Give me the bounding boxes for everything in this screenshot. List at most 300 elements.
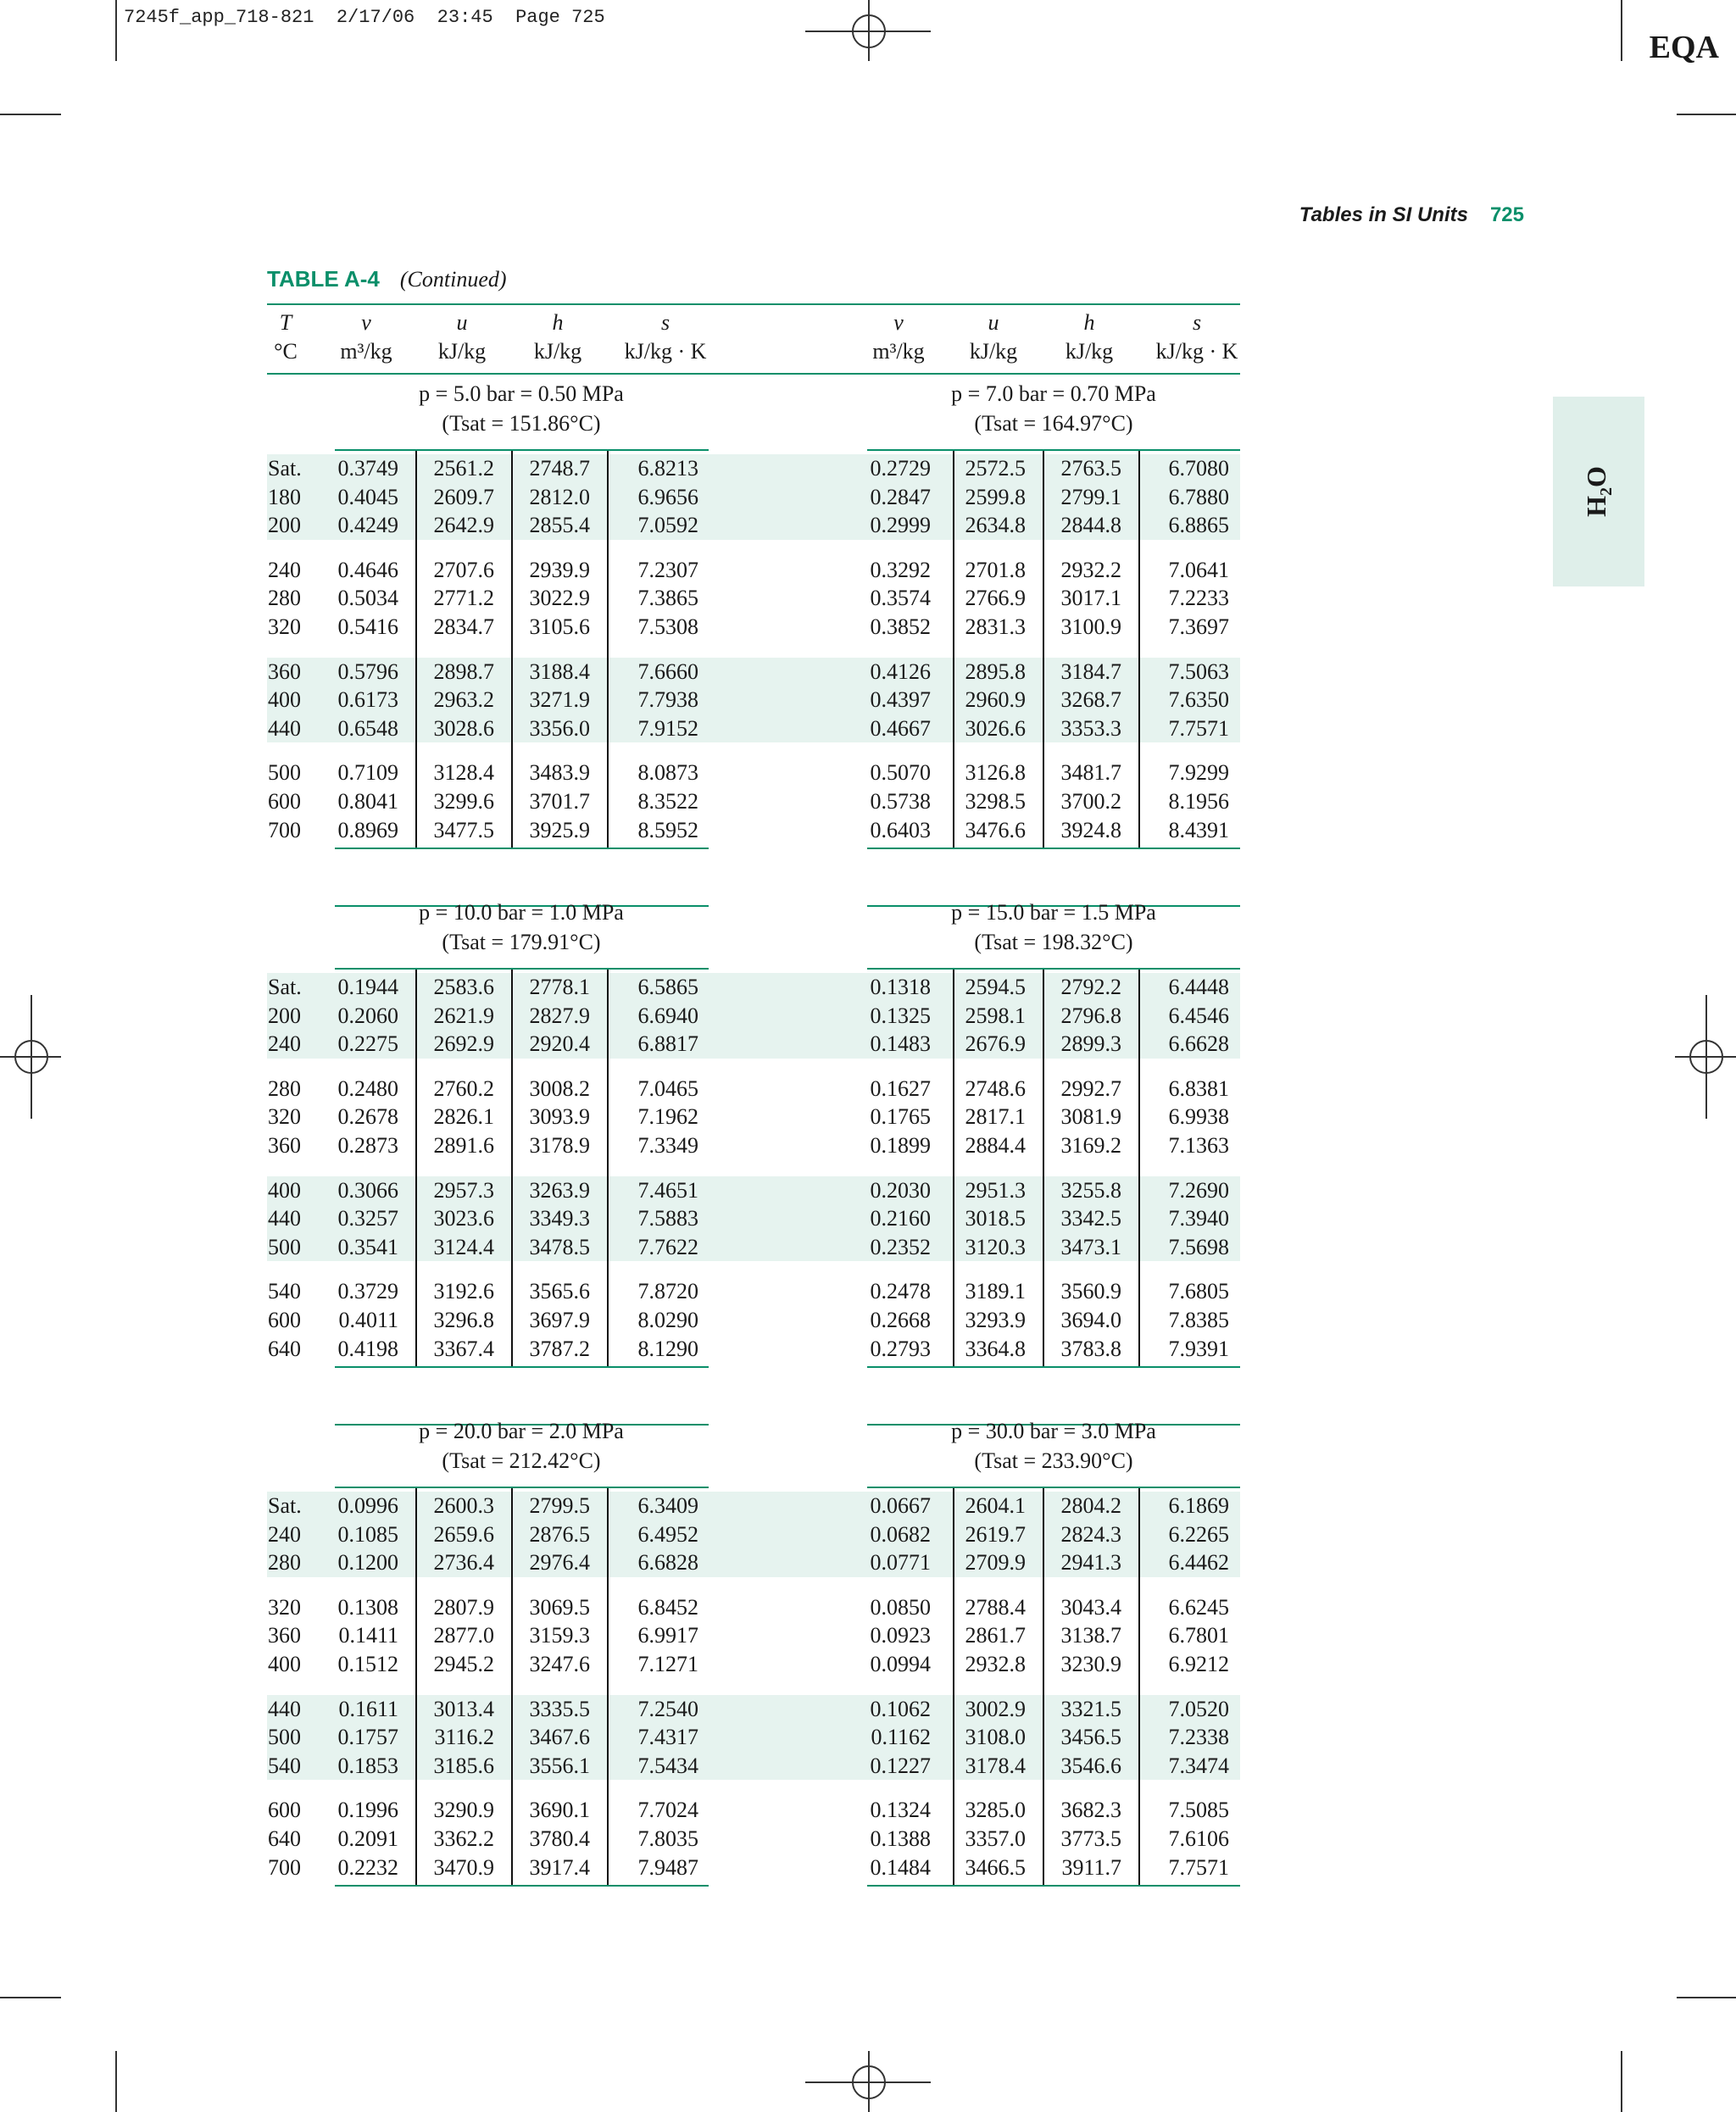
right-u-value: 2951.3	[965, 1177, 1026, 1203]
right-h-value: 3560.9	[1060, 1279, 1121, 1304]
right-v-value: 0.4126	[870, 659, 931, 684]
right-s-value: 7.8385	[1168, 1308, 1229, 1332]
row-temperature: 200	[268, 513, 301, 538]
right-h-value: 2932.2	[1060, 557, 1121, 582]
left-h-value: 3105.6	[529, 614, 590, 639]
right-s-value: 6.8865	[1168, 513, 1229, 538]
left-u-value: 2826.1	[433, 1104, 494, 1130]
right-u-value: 3298.5	[965, 789, 1026, 814]
left-h-value: 2778.1	[529, 975, 590, 999]
right-u-value: 3189.1	[965, 1279, 1026, 1304]
left-h-value: 3247.6	[529, 1652, 590, 1676]
left-h-value: 3159.3	[529, 1623, 590, 1648]
pressure-caption-right	[871, 381, 1236, 441]
right-v-value: 0.0771	[870, 1550, 931, 1576]
left-v-value: 0.4198	[337, 1336, 398, 1361]
left-h-value: 3356.0	[529, 715, 590, 741]
right-u-value: 2817.1	[965, 1104, 1026, 1130]
left-h-value: 3467.6	[529, 1725, 590, 1750]
left-s-value: 7.0465	[637, 1075, 698, 1101]
header-h: h	[1083, 310, 1095, 335]
right-s-value: 7.5085	[1168, 1798, 1229, 1823]
running-head-title: Tables in SI Units	[1299, 203, 1468, 226]
left-s-value: 7.1271	[637, 1652, 698, 1676]
left-h-value: 2799.5	[529, 1493, 590, 1518]
header-s-unit: kJ/kg · K	[624, 339, 707, 364]
left-v-value: 0.6548	[337, 715, 398, 741]
caption-bottom-rule	[867, 1487, 1240, 1488]
header-s-unit: kJ/kg · K	[1155, 339, 1238, 364]
right-v-value: 0.0667	[870, 1493, 931, 1518]
right-s-value: 7.2338	[1168, 1725, 1229, 1750]
column-divider	[1043, 451, 1044, 848]
left-u-value: 3028.6	[433, 715, 494, 741]
left-h-value: 2920.4	[529, 1031, 590, 1057]
left-v-value: 0.7109	[337, 760, 398, 786]
right-u-value: 3108.0	[965, 1725, 1026, 1750]
row-temperature: 700	[268, 1854, 301, 1880]
right-h-value: 3911.7	[1061, 1854, 1121, 1880]
right-v-value: 0.1227	[870, 1753, 931, 1778]
left-v-value: 0.1757	[337, 1725, 398, 1750]
crop-mark	[1621, 0, 1622, 61]
right-h-value: 3342.5	[1060, 1206, 1121, 1231]
right-s-value: 7.6350	[1168, 687, 1229, 713]
right-u-value: 3126.8	[965, 760, 1026, 786]
right-h-value: 3321.5	[1060, 1696, 1121, 1721]
left-v-value: 0.1411	[338, 1623, 398, 1648]
pressure-right: p = 15.0 bar = 1.5 MPa	[951, 900, 1156, 925]
left-v-value: 0.1085	[337, 1521, 398, 1547]
crop-mark	[0, 1997, 61, 1998]
left-v-value: 0.5034	[337, 586, 398, 611]
left-v-value: 0.3257	[337, 1206, 398, 1231]
left-s-value: 6.9656	[637, 484, 698, 509]
row-temperature: 600	[268, 789, 301, 814]
right-h-value: 3682.3	[1060, 1798, 1121, 1823]
column-divider	[1043, 970, 1044, 1366]
left-v-value: 0.3749	[337, 456, 398, 481]
block-bottom-rule	[335, 1885, 709, 1887]
right-h-value: 2844.8	[1060, 513, 1121, 538]
left-u-value: 2621.9	[433, 1003, 494, 1028]
right-v-value: 0.1318	[870, 975, 931, 999]
caption-bottom-rule	[867, 968, 1240, 970]
left-h-value: 3565.6	[529, 1279, 590, 1304]
left-s-value: 7.5308	[637, 614, 698, 639]
row-temperature: 280	[268, 1550, 301, 1576]
left-h-value: 3093.9	[529, 1104, 590, 1130]
left-v-value: 0.1996	[337, 1798, 398, 1823]
right-v-value: 0.1324	[870, 1798, 931, 1823]
left-v-value: 0.1200	[337, 1550, 398, 1576]
right-v-value: 0.1627	[870, 1075, 931, 1101]
left-u-value: 2877.0	[433, 1623, 494, 1648]
header-v-unit: m³/kg	[340, 339, 392, 364]
left-h-value: 3349.3	[529, 1206, 590, 1231]
left-u-value: 2707.6	[433, 557, 494, 582]
column-divider	[511, 1488, 513, 1885]
row-temperature: 400	[268, 1652, 301, 1676]
header-h: h	[552, 310, 564, 335]
right-s-value: 7.5063	[1168, 659, 1229, 684]
left-v-value: 0.1308	[337, 1594, 398, 1620]
right-s-value: 7.5698	[1168, 1234, 1229, 1259]
right-u-value: 2895.8	[965, 659, 1026, 684]
left-s-value: 7.3865	[637, 586, 698, 611]
pressure-right: p = 7.0 bar = 0.70 MPa	[951, 381, 1156, 406]
left-u-value: 3296.8	[433, 1308, 494, 1332]
row-temperature: 500	[268, 1725, 301, 1750]
pressure-caption-left	[339, 381, 704, 441]
right-s-value: 6.2265	[1168, 1521, 1229, 1547]
caption-bottom-rule	[335, 968, 709, 970]
right-u-value: 2619.7	[965, 1521, 1026, 1547]
left-u-value: 2771.2	[433, 586, 494, 611]
right-h-value: 3255.8	[1060, 1177, 1121, 1203]
block-bottom-rule	[867, 1885, 1240, 1887]
row-temperature: 600	[268, 1308, 301, 1332]
right-v-value: 0.1325	[870, 1003, 931, 1028]
right-s-value: 6.4546	[1168, 1003, 1229, 1028]
header-s: s	[1192, 310, 1202, 335]
left-v-value: 0.2091	[337, 1826, 398, 1851]
row-temperature: 700	[268, 817, 301, 842]
right-v-value: 0.2999	[870, 513, 931, 538]
right-u-value: 3293.9	[965, 1308, 1026, 1332]
header-T: T	[279, 310, 292, 335]
row-temperature: 440	[268, 1696, 301, 1721]
left-h-value: 2748.7	[529, 456, 590, 481]
left-s-value: 6.8817	[637, 1031, 698, 1057]
right-u-value: 2604.1	[965, 1493, 1026, 1518]
table-title	[267, 266, 507, 292]
row-temperature: 240	[268, 557, 301, 582]
right-h-value: 2804.2	[1060, 1493, 1121, 1518]
left-s-value: 6.5865	[637, 975, 698, 999]
left-u-value: 2963.2	[433, 687, 494, 713]
right-s-value: 7.7571	[1168, 715, 1229, 741]
right-h-value: 3773.5	[1060, 1826, 1121, 1851]
right-v-value: 0.2478	[870, 1279, 931, 1304]
table-top-rule	[267, 303, 1240, 305]
registration-mark	[14, 1040, 48, 1074]
left-u-value: 2609.7	[433, 484, 494, 509]
tsat-left: (Tsat = 151.86°C)	[442, 411, 601, 436]
right-s-value: 7.3474	[1168, 1753, 1229, 1778]
row-temperature: 500	[268, 1234, 301, 1259]
right-v-value: 0.2729	[870, 456, 931, 481]
block-bottom-rule	[335, 848, 709, 849]
right-s-value: 6.6245	[1168, 1594, 1229, 1620]
right-h-value: 3924.8	[1060, 817, 1121, 842]
right-v-value: 0.1483	[870, 1031, 931, 1057]
row-temperature: 320	[268, 1104, 301, 1130]
left-s-value: 7.4651	[637, 1177, 698, 1203]
left-h-value: 3925.9	[529, 817, 590, 842]
row-temperature: 280	[268, 1075, 301, 1101]
left-u-value: 2736.4	[433, 1550, 494, 1576]
left-h-value: 3780.4	[529, 1826, 590, 1851]
right-s-value: 7.3940	[1168, 1206, 1229, 1231]
right-s-value: 7.0520	[1168, 1696, 1229, 1721]
tsat-left: (Tsat = 179.91°C)	[442, 930, 601, 954]
caption-bottom-rule	[335, 1487, 709, 1488]
right-h-value: 3694.0	[1060, 1308, 1121, 1332]
right-u-value: 3364.8	[965, 1336, 1026, 1361]
right-s-value: 6.7080	[1168, 456, 1229, 481]
right-h-value: 2941.3	[1060, 1550, 1121, 1576]
left-v-value: 0.4045	[337, 484, 398, 509]
left-u-value: 2642.9	[433, 513, 494, 538]
right-v-value: 0.1765	[870, 1104, 931, 1130]
right-v-value: 0.0850	[870, 1594, 931, 1620]
right-h-value: 3081.9	[1060, 1104, 1121, 1130]
row-temperature: 540	[268, 1279, 301, 1304]
left-v-value: 0.8969	[337, 817, 398, 842]
side-tab-label: $H_2O$	[1580, 466, 1616, 517]
left-s-value: 6.6940	[637, 1003, 698, 1028]
row-temperature: 200	[268, 1003, 301, 1028]
left-v-value: 0.4646	[337, 557, 398, 582]
right-h-value: 2899.3	[1060, 1031, 1121, 1057]
left-v-value: 0.2060	[337, 1003, 398, 1028]
left-s-value: 7.8720	[637, 1279, 698, 1304]
right-s-value: 6.7880	[1168, 484, 1229, 509]
left-s-value: 7.9487	[637, 1854, 698, 1880]
tsat-right: (Tsat = 233.90°C)	[974, 1448, 1133, 1473]
pressure-right: p = 30.0 bar = 3.0 MPa	[951, 1419, 1156, 1443]
left-s-value: 6.9917	[637, 1623, 698, 1648]
row-temperature: 540	[268, 1753, 301, 1778]
right-h-value: 3546.6	[1060, 1753, 1121, 1778]
right-u-value: 3120.3	[965, 1234, 1026, 1259]
block-bottom-rule	[867, 1366, 1240, 1368]
left-u-value: 2600.3	[433, 1493, 494, 1518]
right-s-value: 7.0641	[1168, 557, 1229, 582]
left-h-value: 3271.9	[529, 687, 590, 713]
column-divider	[953, 1488, 954, 1885]
right-v-value: 0.2352	[870, 1234, 931, 1259]
left-u-value: 2898.7	[433, 659, 494, 684]
left-u-value: 3290.9	[433, 1798, 494, 1823]
left-s-value: 7.5883	[637, 1206, 698, 1231]
left-v-value: 0.8041	[337, 789, 398, 814]
left-s-value: 7.9152	[637, 715, 698, 741]
left-h-value: 3697.9	[529, 1308, 590, 1332]
right-u-value: 3466.5	[965, 1854, 1026, 1880]
tsat-right: (Tsat = 164.97°C)	[974, 411, 1133, 436]
right-v-value: 0.1388	[870, 1826, 931, 1851]
right-v-value: 0.3292	[870, 557, 931, 582]
left-s-value: 8.1290	[637, 1336, 698, 1361]
left-v-value: 0.3066	[337, 1177, 398, 1203]
left-h-value: 3022.9	[529, 586, 590, 611]
right-h-value: 3481.7	[1060, 760, 1121, 786]
left-s-value: 6.4952	[637, 1521, 698, 1547]
right-u-value: 2766.9	[965, 586, 1026, 611]
tsat-left: (Tsat = 212.42°C)	[442, 1448, 601, 1473]
left-u-value: 2561.2	[433, 456, 494, 481]
right-h-value: 3700.2	[1060, 789, 1121, 814]
left-v-value: 0.2480	[337, 1075, 398, 1101]
header-u-unit: kJ/kg	[969, 339, 1018, 364]
right-h-value: 2799.1	[1060, 484, 1121, 509]
left-u-value: 3013.4	[433, 1696, 494, 1721]
pressure-caption-left	[339, 900, 704, 959]
left-s-value: 7.6660	[637, 659, 698, 684]
right-v-value: 0.6403	[870, 817, 931, 842]
right-u-value: 2709.9	[965, 1550, 1026, 1576]
left-s-value: 7.1962	[637, 1104, 698, 1130]
block-bottom-rule	[867, 848, 1240, 849]
right-v-value: 0.2793	[870, 1336, 931, 1361]
pressure-left: p = 20.0 bar = 2.0 MPa	[419, 1419, 624, 1443]
header-h-unit: kJ/kg	[1065, 339, 1114, 364]
right-s-value: 6.7801	[1168, 1623, 1229, 1648]
row-temperature: 360	[268, 1623, 301, 1648]
pressure-caption-left	[339, 1419, 704, 1478]
left-s-value: 7.3349	[637, 1133, 698, 1158]
tsat-right: (Tsat = 198.32°C)	[974, 930, 1133, 954]
right-s-value: 7.1363	[1168, 1133, 1229, 1158]
right-v-value: 0.0682	[870, 1521, 931, 1547]
left-s-value: 7.0592	[637, 513, 698, 538]
column-divider	[607, 451, 609, 848]
left-s-value: 7.8035	[637, 1826, 698, 1851]
row-temperature: 360	[268, 659, 301, 684]
left-v-value: 0.2678	[337, 1104, 398, 1130]
right-h-value: 2824.3	[1060, 1521, 1121, 1547]
right-h-value: 3138.7	[1060, 1623, 1121, 1648]
right-h-value: 3100.9	[1060, 614, 1121, 639]
right-s-value: 7.9391	[1168, 1336, 1229, 1361]
registration-mark	[1689, 1040, 1723, 1074]
right-u-value: 2634.8	[965, 513, 1026, 538]
corner-label: EQA	[1649, 30, 1719, 65]
row-temperature: 400	[268, 1177, 301, 1203]
left-s-value: 7.7622	[637, 1234, 698, 1259]
left-h-value: 3701.7	[529, 789, 590, 814]
column-divider	[415, 451, 417, 848]
left-v-value: 0.0996	[337, 1493, 398, 1518]
left-v-value: 0.4011	[338, 1308, 398, 1332]
right-u-value: 2572.5	[965, 456, 1026, 481]
right-u-value: 2676.9	[965, 1031, 1026, 1057]
table-continued: (Continued)	[399, 267, 507, 292]
right-s-value: 7.2233	[1168, 586, 1229, 611]
crop-mark	[1677, 1997, 1736, 1998]
left-h-value: 3263.9	[529, 1177, 590, 1203]
right-s-value: 7.9299	[1168, 760, 1229, 786]
left-h-value: 3917.4	[529, 1854, 590, 1880]
left-u-value: 2760.2	[433, 1075, 494, 1101]
crop-mark	[1677, 114, 1736, 115]
row-temperature: 240	[268, 1031, 301, 1057]
left-v-value: 0.4249	[337, 513, 398, 538]
right-v-value: 0.2160	[870, 1206, 931, 1231]
header-u-unit: kJ/kg	[437, 339, 487, 364]
right-v-value: 0.3574	[870, 586, 931, 611]
left-h-value: 3787.2	[529, 1336, 590, 1361]
right-v-value: 0.1899	[870, 1133, 931, 1158]
row-temperature: 600	[268, 1798, 301, 1823]
left-s-value: 7.7938	[637, 687, 698, 713]
column-divider	[1138, 970, 1140, 1366]
left-h-value: 3483.9	[529, 760, 590, 786]
header-u: u	[988, 310, 999, 335]
row-temperature: 240	[268, 1521, 301, 1547]
left-s-value: 8.5952	[637, 817, 698, 842]
left-h-value: 3335.5	[529, 1696, 590, 1721]
left-v-value: 0.1853	[337, 1753, 398, 1778]
right-h-value: 3184.7	[1060, 659, 1121, 684]
left-u-value: 2659.6	[433, 1521, 494, 1547]
right-v-value: 0.4397	[870, 687, 931, 713]
running-head	[1299, 203, 1524, 227]
column-divider	[1138, 451, 1140, 848]
header-v-unit: m³/kg	[872, 339, 925, 364]
left-h-value: 2976.4	[529, 1550, 590, 1576]
right-v-value: 0.2847	[870, 484, 931, 509]
row-temperature: Sat.	[268, 456, 302, 481]
left-h-value: 2812.0	[529, 484, 590, 509]
right-u-value: 3026.6	[965, 715, 1026, 741]
page-number: 725	[1489, 203, 1524, 226]
row-temperature: 440	[268, 1206, 301, 1231]
right-v-value: 0.3852	[870, 614, 931, 639]
right-v-value: 0.1062	[870, 1696, 931, 1721]
left-u-value: 2945.2	[433, 1652, 494, 1676]
right-u-value: 2960.9	[965, 687, 1026, 713]
left-h-value: 3178.9	[529, 1133, 590, 1158]
left-u-value: 2692.9	[433, 1031, 494, 1057]
header-T-unit: °C	[274, 339, 298, 364]
left-v-value: 0.5416	[337, 614, 398, 639]
right-h-value: 2992.7	[1060, 1075, 1121, 1101]
row-temperature: 640	[268, 1336, 301, 1361]
right-s-value: 6.9212	[1168, 1652, 1229, 1676]
right-s-value: 6.1869	[1168, 1493, 1229, 1518]
right-u-value: 2861.7	[965, 1623, 1026, 1648]
left-v-value: 0.5796	[337, 659, 398, 684]
crop-mark	[115, 0, 117, 61]
left-u-value: 2957.3	[433, 1177, 494, 1203]
registration-mark	[852, 2065, 886, 2099]
right-h-value: 3169.2	[1060, 1133, 1121, 1158]
right-u-value: 3476.6	[965, 817, 1026, 842]
right-u-value: 3357.0	[965, 1826, 1026, 1851]
right-s-value: 7.6106	[1168, 1826, 1229, 1851]
left-u-value: 2891.6	[433, 1133, 494, 1158]
right-h-value: 2796.8	[1060, 1003, 1121, 1028]
right-h-value: 2763.5	[1060, 456, 1121, 481]
right-u-value: 3285.0	[965, 1798, 1026, 1823]
right-h-value: 3783.8	[1060, 1336, 1121, 1361]
left-u-value: 3192.6	[433, 1279, 494, 1304]
right-u-value: 3002.9	[965, 1696, 1026, 1721]
header-u: u	[456, 310, 468, 335]
right-u-value: 2701.8	[965, 557, 1026, 582]
right-s-value: 6.6628	[1168, 1031, 1229, 1057]
left-h-value: 3069.5	[529, 1594, 590, 1620]
crop-mark	[0, 114, 61, 115]
left-v-value: 0.1512	[337, 1652, 398, 1676]
row-temperature: Sat.	[268, 1493, 302, 1518]
left-s-value: 6.8213	[637, 456, 698, 481]
left-u-value: 3185.6	[433, 1753, 494, 1778]
right-u-value: 2748.6	[965, 1075, 1026, 1101]
